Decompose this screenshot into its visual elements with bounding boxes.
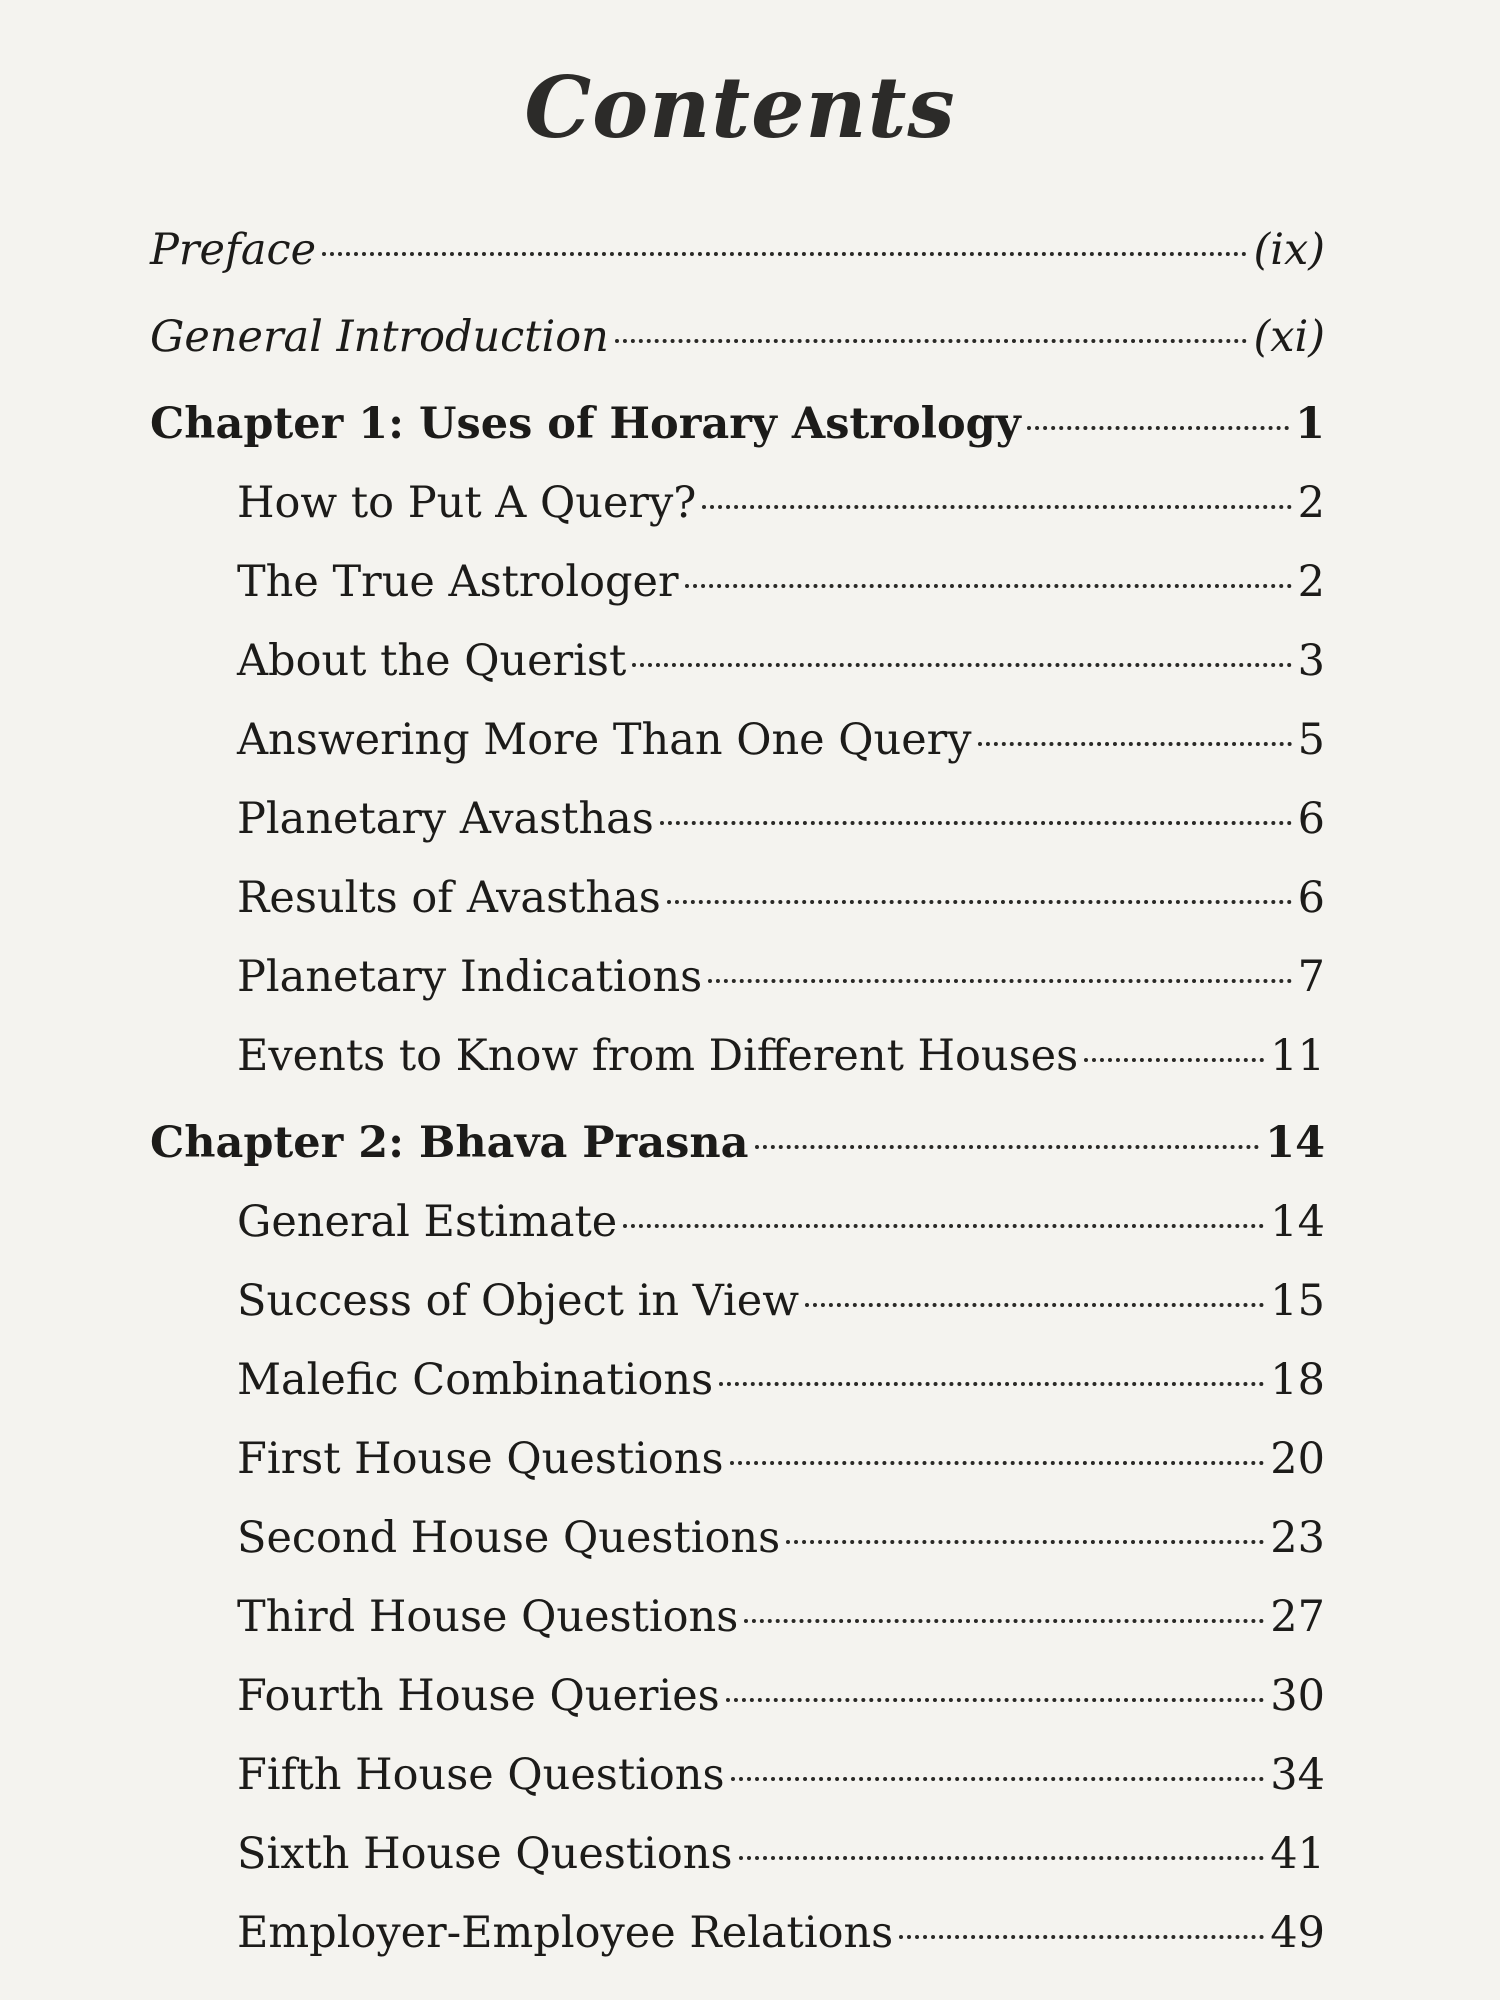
toc-entry-planetary-avasthas[interactable]: [237, 789, 1325, 849]
entry-page-number: 3: [1297, 636, 1325, 686]
dot-leader: [708, 979, 1291, 983]
dot-leader: [755, 1145, 1260, 1149]
entry-page-number: 14: [1265, 1118, 1325, 1168]
dot-leader: [805, 1303, 1264, 1307]
entry-label: Events to Know from Different Houses: [237, 1031, 1079, 1081]
entry-page-number: 2: [1297, 478, 1325, 528]
entry-label: Second House Questions: [237, 1513, 781, 1563]
entry-page-number: 41: [1270, 1829, 1325, 1879]
entry-label: Third House Questions: [237, 1592, 739, 1642]
entry-page-number: (ix): [1253, 225, 1325, 275]
entry-page-number: 18: [1270, 1355, 1325, 1405]
entry-label: How to Put A Query?: [237, 478, 697, 528]
toc-entry-third-house-questions[interactable]: [237, 1587, 1325, 1647]
toc-entry-first-house-questions[interactable]: [237, 1429, 1325, 1489]
toc-entry-general-estimate[interactable]: [237, 1192, 1325, 1252]
entry-page-number: 6: [1297, 873, 1325, 923]
dot-leader: [1084, 1058, 1264, 1062]
dot-leader: [685, 584, 1292, 588]
entry-page-number: 2: [1297, 557, 1325, 607]
dot-leader: [1027, 426, 1289, 430]
entry-page-number: 5: [1297, 715, 1325, 765]
toc-entry-answering-more-than-one-query[interactable]: [237, 710, 1325, 770]
entry-page-number: 15: [1270, 1276, 1325, 1326]
dot-leader: [726, 1698, 1265, 1702]
entry-page-number: 34: [1270, 1750, 1325, 1800]
dot-leader: [322, 252, 1247, 256]
entry-label: About the Querist: [237, 636, 627, 686]
toc-entry-general-introduction[interactable]: [150, 307, 1325, 367]
toc-entry-fifth-house-questions[interactable]: [237, 1745, 1325, 1805]
dot-leader: [702, 505, 1291, 509]
dot-leader: [731, 1777, 1265, 1781]
toc-entry-success-of-object-in-view[interactable]: [237, 1271, 1325, 1331]
toc-entry-about-the-querist[interactable]: [237, 631, 1325, 691]
dot-leader: [615, 339, 1248, 343]
entry-label: General Estimate: [237, 1197, 618, 1247]
entry-label: Sixth House Questions: [237, 1829, 733, 1879]
dot-leader: [719, 1382, 1264, 1386]
entry-page-number: 6: [1297, 794, 1325, 844]
dot-leader: [786, 1540, 1264, 1544]
entry-label: Success of Object in View: [237, 1276, 800, 1326]
entry-page-number: 14: [1270, 1197, 1325, 1247]
page-title: Contents: [524, 58, 956, 157]
entry-label: Fifth House Questions: [237, 1750, 725, 1800]
entry-page-number: 11: [1270, 1031, 1325, 1081]
entry-label: General Introduction: [150, 312, 609, 362]
toc-entry-planetary-indications[interactable]: [237, 947, 1325, 1007]
toc-entry-sixth-house-questions[interactable]: [237, 1824, 1325, 1884]
entry-label: Planetary Indications: [237, 952, 703, 1002]
entry-page-number: 1: [1295, 399, 1325, 449]
entry-page-number: (xi): [1253, 312, 1325, 362]
entry-label: Chapter 1: Uses of Horary Astrology: [150, 399, 1021, 449]
toc-entry-second-house-questions[interactable]: [237, 1508, 1325, 1568]
entry-page-number: 27: [1270, 1592, 1325, 1642]
toc-entry-employer-employee-relations[interactable]: [237, 1903, 1325, 1963]
toc-entry-chapter-2[interactable]: [150, 1113, 1325, 1173]
toc-entry-malefic-combinations[interactable]: [237, 1350, 1325, 1410]
entry-label: Preface: [150, 225, 317, 275]
toc-entry-fourth-house-queries[interactable]: [237, 1666, 1325, 1726]
entry-page-number: 7: [1297, 952, 1325, 1002]
entry-label: Employer-Employee Relations: [237, 1908, 894, 1958]
toc-entry-preface[interactable]: [150, 220, 1325, 280]
dot-leader: [632, 663, 1291, 667]
entry-page-number: 49: [1270, 1908, 1325, 1958]
toc-entry-the-true-astrologer[interactable]: [237, 552, 1325, 612]
dot-leader: [739, 1856, 1265, 1860]
entry-page-number: 20: [1270, 1434, 1325, 1484]
entry-label: Planetary Avasthas: [237, 794, 654, 844]
dot-leader: [899, 1935, 1264, 1939]
toc-entry-how-to-put-a-query[interactable]: [237, 473, 1325, 533]
dot-leader: [744, 1619, 1264, 1623]
dot-leader: [623, 1224, 1264, 1228]
toc-entry-events-to-know[interactable]: [237, 1026, 1325, 1086]
entry-page-number: 30: [1270, 1671, 1325, 1721]
entry-label: The True Astrologer: [237, 557, 679, 607]
entry-label: Malefic Combinations: [237, 1355, 714, 1405]
entry-label: Fourth House Queries: [237, 1671, 720, 1721]
entry-label: Chapter 2: Bhava Prasna: [150, 1118, 749, 1168]
entry-label: Answering More Than One Query: [237, 715, 972, 765]
dot-leader: [667, 900, 1292, 904]
dot-leader: [978, 742, 1292, 746]
toc-entry-chapter-1[interactable]: [150, 394, 1325, 454]
dot-leader: [730, 1461, 1265, 1465]
dot-leader: [660, 821, 1292, 825]
toc-entry-results-of-avasthas[interactable]: [237, 868, 1325, 928]
entry-page-number: 23: [1270, 1513, 1325, 1563]
entry-label: Results of Avasthas: [237, 873, 661, 923]
entry-label: First House Questions: [237, 1434, 724, 1484]
